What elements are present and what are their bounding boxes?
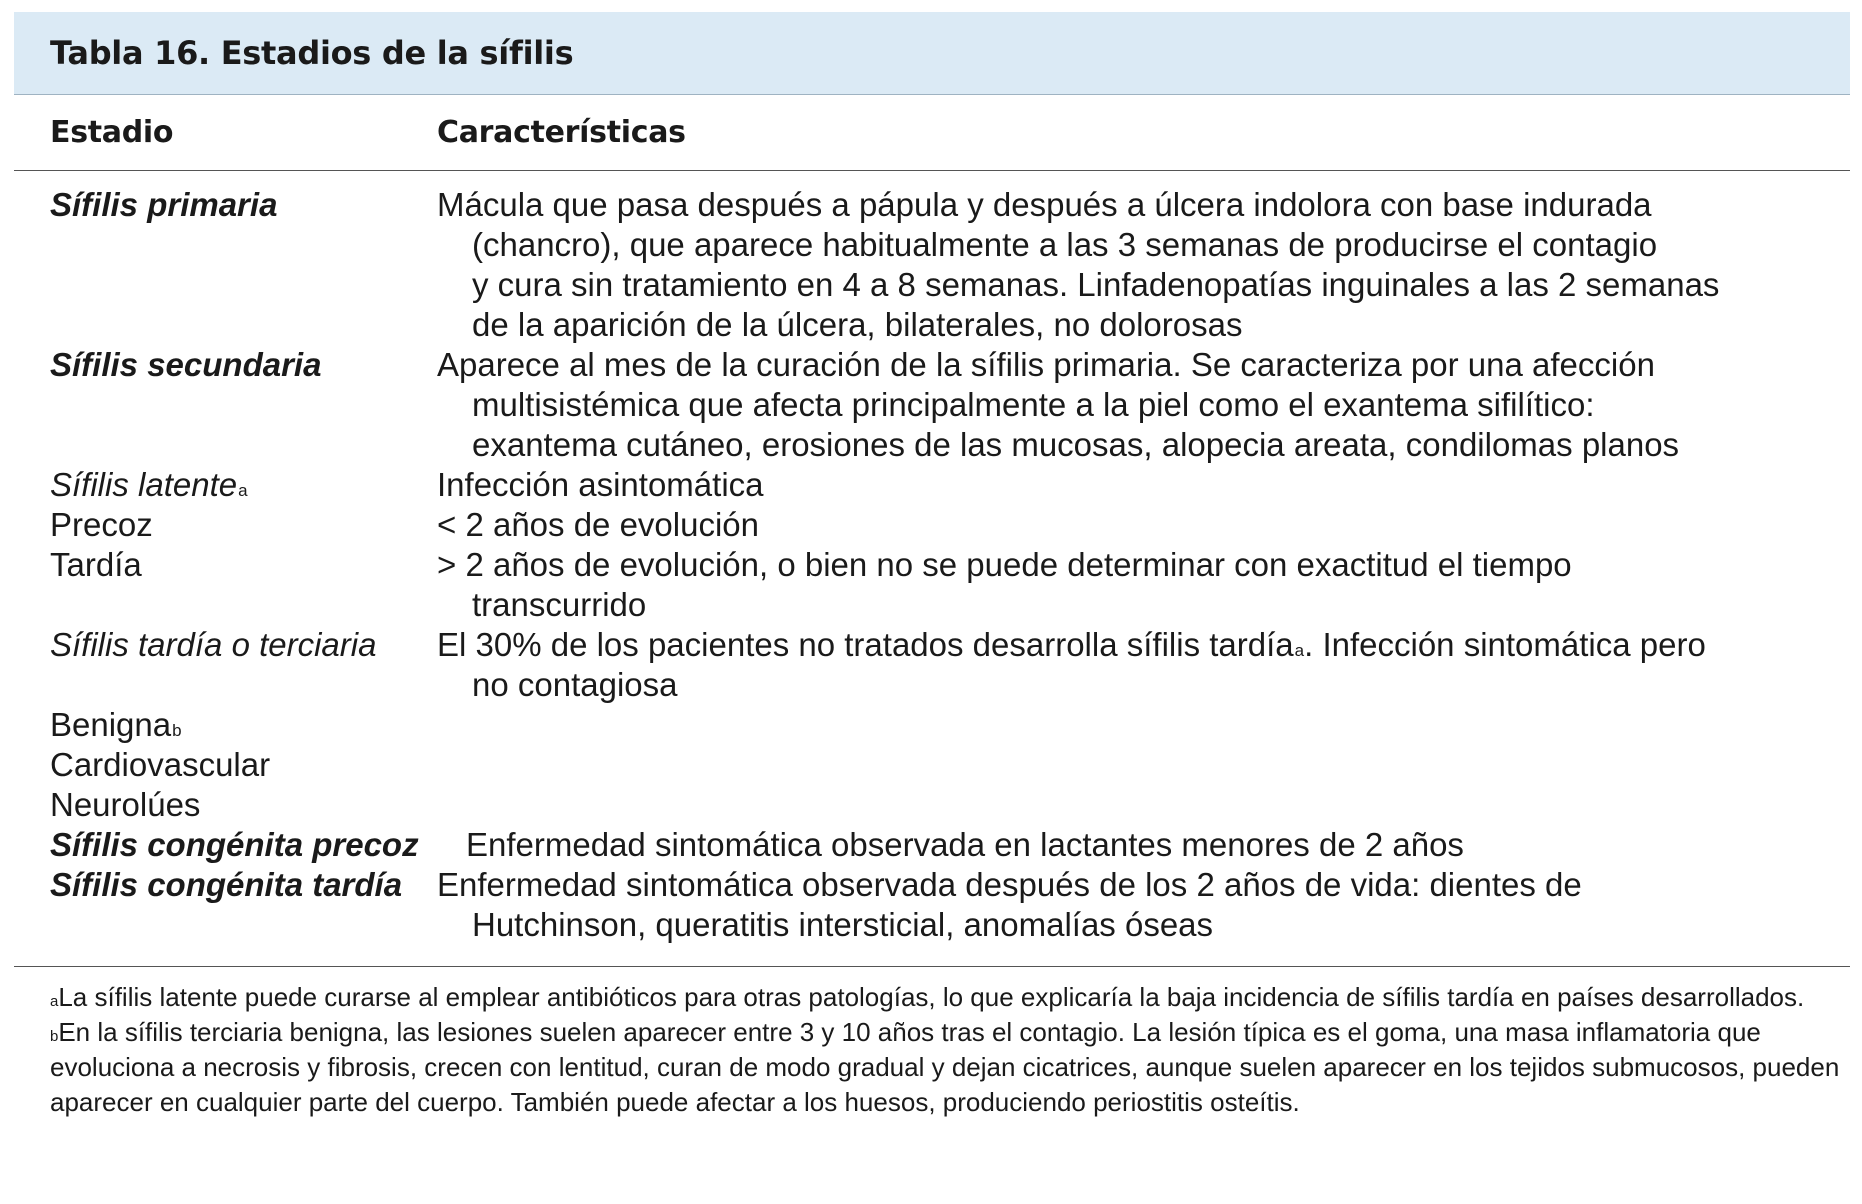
desc-tertiary-line-1 <box>437 625 1706 665</box>
stage-early-latent: Precoz <box>50 506 153 543</box>
desc-primary-line-4: de la aparición de la úlcera, bilaterales, no dolorosas <box>472 306 1243 343</box>
stage-congenital-early: Sífilis congénita precoz <box>50 826 419 863</box>
table-title-bar <box>14 12 1850 95</box>
desc-primary-line-2: (chancro), que aparece habitualmente a las 3 semanas de producirse el contagio <box>472 226 1658 263</box>
desc-secondary-line-1: Aparece al mes de la curación de la sífilis primaria. Se caracteriza por una afección <box>437 346 1655 383</box>
table-footnotes <box>50 980 1840 1120</box>
stage-tertiary-label: Sífilis tardía o terciaria <box>50 626 377 663</box>
stage-latent-label: Sífilis latente <box>50 466 238 503</box>
stage-benign <box>50 705 182 745</box>
column-header-characteristics: Características <box>437 115 686 150</box>
footnote-a-mark: a <box>50 993 59 1010</box>
footnote-b-text: En la sífilis terciaria benigna, las lesiones suelen aparecer entre 3 y 10 años tras el contagio. La lesión típica es el goma, una masa inflamatoria que evoluciona a necrosis y fibrosis, crecen con lentitud, curan de modo gradual y dejan cicatrices, aunque suelen aparecer en los tejidos submucosos, pueden aparecer en cualquier parte del cuerpo. También puede afectar a los huesos, produciendo periostitis osteítis. <box>50 1017 1840 1117</box>
desc-primary-line-1: Mácula que pasa después a pápula y después a úlcera indolora con base indurada <box>437 186 1652 223</box>
table-header-row <box>14 95 1850 171</box>
stage-neurolues: Neurolúes <box>50 786 201 823</box>
desc-tertiary-post: . Infección sintomática pero <box>1304 626 1706 663</box>
desc-late-latent-line-2: transcurrido <box>472 586 647 623</box>
stage-primary-syphilis: Sífilis primaria <box>50 186 278 223</box>
footnote-a <box>50 980 1840 1015</box>
desc-late-latent-line-1: > 2 años de evolución, o bien no se puede determinar con exactitud el tiempo <box>437 546 1572 583</box>
desc-primary-line-3: y cura sin tratamiento en 4 a 8 semanas. Linfadenopatías inguinales a las 2 semanas <box>472 266 1720 303</box>
column-header-stage: Estadio <box>50 115 174 150</box>
stage-tertiary-syphilis <box>50 625 376 665</box>
desc-secondary-line-2: multisistémica que afecta principalmente a la piel como el exantema sifilítico: <box>472 386 1595 423</box>
footnote-a-text: La sífilis latente puede curarse al emplear antibióticos para otras patologías, lo que explicaría la baja incidencia de sífilis tardía en países desarrollados. <box>58 982 1805 1012</box>
desc-congenital-late-line-1: Enfermedad sintomática observada después de los 2 años de vida: dientes de <box>437 866 1582 903</box>
footnote-marker-b: b <box>172 721 182 740</box>
desc-congenital-early: Enfermedad sintomática observada en lactantes menores de 2 años <box>466 826 1464 863</box>
desc-tertiary-pre: El 30% de los pacientes no tratados desarrolla sífilis tardía <box>437 626 1294 663</box>
table-title: Tabla 16. Estadios de la sífilis <box>50 34 574 72</box>
desc-latent: Infección asintomática <box>437 466 764 503</box>
footnote-marker-a-inline: a <box>1294 641 1305 660</box>
stage-latent-syphilis <box>50 465 248 505</box>
footnote-marker-a: a <box>238 481 248 500</box>
stage-cardiovascular: Cardiovascular <box>50 746 271 783</box>
desc-early-latent: < 2 años de evolución <box>437 506 759 543</box>
desc-congenital-late-line-2: Hutchinson, queratitis intersticial, anomalías óseas <box>472 906 1214 943</box>
stage-benign-label: Benigna <box>50 706 172 743</box>
stage-congenital-late: Sífilis congénita tardía <box>50 866 403 903</box>
stage-secondary-syphilis: Sífilis secundaria <box>50 346 322 383</box>
desc-tertiary-line-2: no contagiosa <box>472 666 678 703</box>
desc-secondary-line-3: exantema cutáneo, erosiones de las mucosas, alopecia areata, condilomas planos <box>472 426 1680 463</box>
table-body <box>14 171 1850 967</box>
syphilis-stages-table <box>14 12 1850 1117</box>
footnote-b <box>50 1015 1840 1120</box>
footnote-b-mark: b <box>50 1028 59 1045</box>
stage-late-latent: Tardía <box>50 546 142 583</box>
